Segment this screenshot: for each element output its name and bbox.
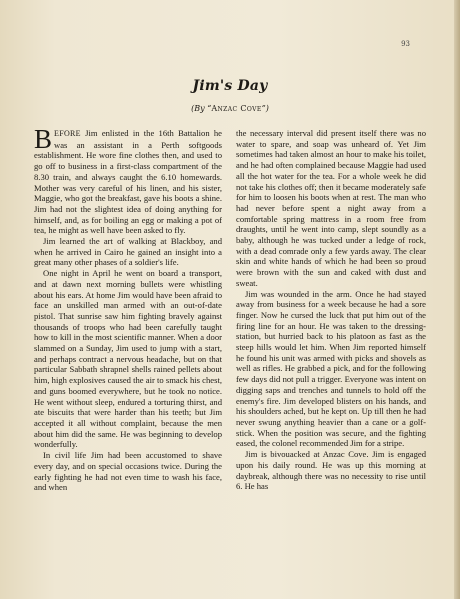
- paragraph: the necessary interval did present itself there was no water to spare, and soap was unheard of. Yet Jim sometimes had taken almost an hour to make his toilet, and he had often complained because Maggie had used all the hot water for the tea. For a whole week he did not take his clothes off; then it became moderately safe for him to loosen his boots when at rest. The man who had never before spent a night away from a comfortable spring mattress in a room free from draughts, until he went into camp, slept soundly as a baby, although he was tucked under a ledge of rock, with a dead comrade only a few yards away. The clear skin and white hands of which he had been so proud were brown with the sun and caked with dust and sweat.: [236, 128, 426, 288]
- drop-cap: B: [34, 124, 53, 154]
- byline-close: ”): [261, 104, 269, 113]
- byline-author: Anzac Cove: [211, 104, 262, 113]
- paragraph: Jim is bivouacked at Anzac Cove. Jim is engaged upon his daily round. He was up this morning at daybreak, although there was no necessity to rise until 6. He has: [236, 449, 426, 492]
- paragraph: Jim learned the art of walking at Blackboy, and when he arrived in Cairo he gained an insight into a great many other phases of a soldier's life.: [34, 236, 222, 268]
- page-number: 93: [401, 40, 410, 48]
- paragraph: Jim was wounded in the arm. Once he had stayed away from business for a week because he had a sore finger. Now he cursed the luck that put him out of the firing line for an hour. He was taken to the dressing-station, but hurried back to his platoon as fast as the steep hills would let him. When Jim reported himself he found his unit was armed with picks and shovels as well as rifles. He grabbed a pick, and for the following few days did not pull a trigger. Everyone was intent on digging saps and trenches and tunnels to hold off the enemy's fire. Jim developed blisters on his hands, and his shoulders ached, but he kept on. Up till then he had never swung anything heavier than a cane or a golf-stick. When the position was secure, and the fighting eased, the colonel recommended Jim for a stripe.: [236, 288, 426, 449]
- paragraph-text: Jim enlisted in the 16th Battalion he was an assistant in a Perth softgoods establishment. He wore fine clothes then, and used to go off to business in a first-class compartment of the 8.30 train, and always caught the 6.10 homewards. Mother was very careful of his linen, and his sister, Maggie, who got the breakfast, gave his boots a shine. Jim had not the slightest idea of doing anything for himself, and, as for boiling an egg or making a pot of tea, he might as well have been asked to fly.: [34, 128, 222, 236]
- article-title: Jim's Day: [192, 78, 268, 94]
- right-column: [236, 128, 426, 492]
- paragraph: [34, 124, 222, 236]
- paragraph: One night in April he went on board a transport, and at dawn next morning bullets were whistling about his ears. At home Jim would have been afraid to face an unskilled man armed with an out-of-date pistol. That sunrise saw him fighting bravely against thousands of troops who had been carefully taught how to kill in the most scientific manner. When a door slammed on a Sunday, Jim used to jump with a start, and perhaps contract a nervous headache, but on that particular Sabbath shrapnel shells rained pellets about him, high explosives caused the air to smack his chest, and guns boomed everywhere, but he took no notice. He went without sleep, endured a torturing thirst, and ate biscuits that were harder than his teeth; but Jim accepted it all without complaint, because the men about him did the same. He was beginning to develop wonderfully.: [34, 268, 222, 450]
- byline-open: (By “: [191, 104, 212, 113]
- paragraph: In civil life Jim had been accustomed to shave every day, and on special occasions twice. During the early fighting he had not even time to wash his face, and when: [34, 450, 222, 493]
- left-column: [34, 124, 222, 493]
- lead-in-smallcaps: EFORE: [54, 129, 81, 138]
- page-edge: [454, 0, 460, 599]
- article-byline: [0, 104, 460, 113]
